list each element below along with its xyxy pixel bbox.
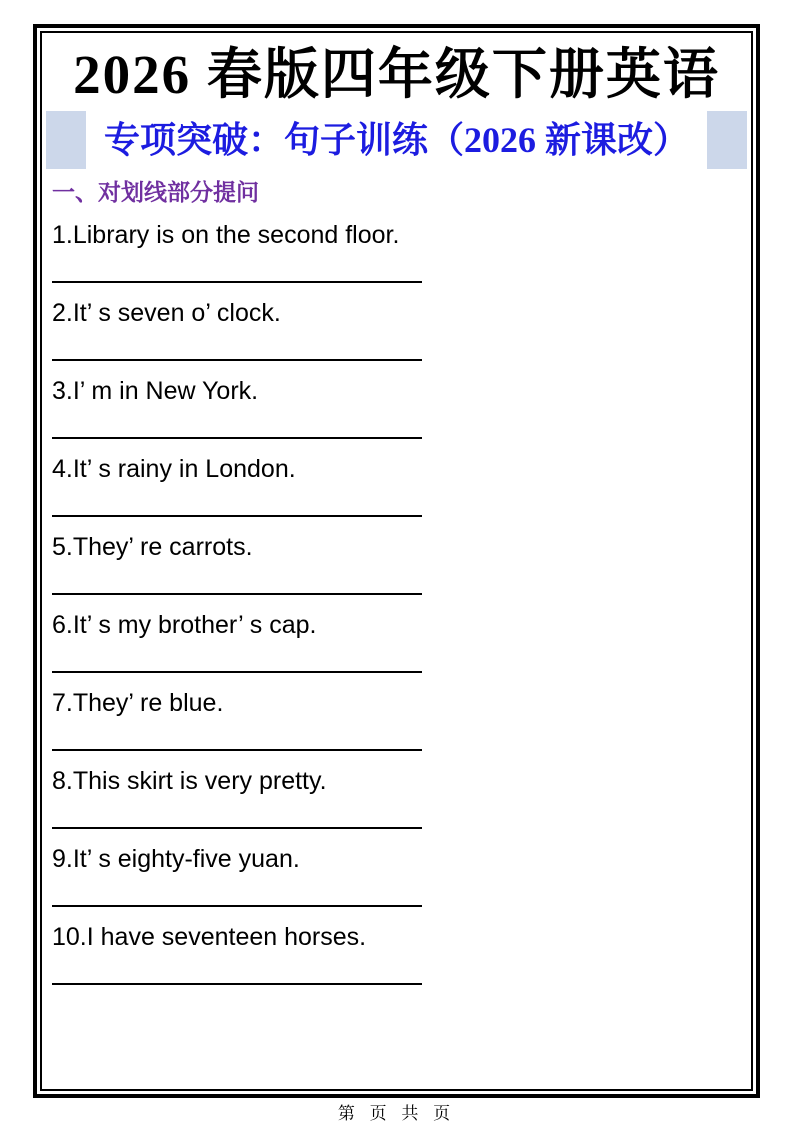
- answer-blank-line: [52, 251, 422, 283]
- question-list: [52, 219, 747, 985]
- sentence-text: 9.It’ s eighty-five yuan.: [52, 845, 300, 873]
- subtitle-segment: 突破: [175, 119, 248, 160]
- page-border-inner: [40, 31, 753, 1091]
- sentence-text: 7.They’ re blue.: [52, 689, 224, 717]
- question-item: [52, 687, 747, 751]
- sentence-text: 3.I’ m in New York.: [52, 377, 259, 405]
- sentence-text: 1.Library is on the second floor.: [52, 221, 400, 249]
- answer-blank-line: [52, 563, 422, 595]
- answer-blank-line: [52, 329, 422, 361]
- subtitle-text: [86, 111, 707, 169]
- question-item: [52, 609, 747, 673]
- question-item: [52, 453, 747, 517]
- question-item: [52, 531, 747, 595]
- answer-blank-line: [52, 953, 422, 985]
- page-number-footer: 第 页 共 页: [337, 1104, 456, 1122]
- sentence-text: 6.It’ s my brother’ s cap.: [52, 611, 317, 639]
- question-item: [52, 921, 747, 985]
- section-heading: 一、对划线部分提问: [52, 179, 259, 205]
- question-item: [52, 375, 747, 439]
- answer-blank-line: [52, 641, 422, 673]
- question-item: [52, 219, 747, 283]
- sentence-text: 10.I have seventeen horses.: [52, 923, 367, 951]
- answer-blank-line: [52, 797, 422, 829]
- question-item: [52, 765, 747, 829]
- subtitle-segment: 训练: [356, 119, 429, 160]
- page-title: 2026 春版四年级下册英语: [73, 44, 720, 105]
- subtitle-segment: （2026 新课改）: [428, 120, 690, 160]
- sentence-text: 2.It’ s seven o’ clock.: [52, 299, 281, 327]
- answer-blank-line: [52, 719, 422, 751]
- answer-blank-line: [52, 407, 422, 439]
- sentence-text: 5.They’ re carrots.: [52, 533, 253, 561]
- page-border-outer: [33, 24, 760, 1098]
- subtitle-segment: 专项: [103, 120, 176, 160]
- sentence-text: 4.It’ s rainy in London.: [52, 455, 296, 483]
- question-item: [52, 843, 747, 907]
- question-item: [52, 297, 747, 361]
- subtitle-banner: [46, 111, 747, 169]
- sentence-text: 8.This skirt is very pretty.: [52, 767, 327, 795]
- subtitle-highlight-box-left: [46, 111, 86, 169]
- subtitle-segment: ：句子: [247, 120, 356, 160]
- subtitle-highlight-box-right: [707, 111, 747, 169]
- answer-blank-line: [52, 875, 422, 907]
- answer-blank-line: [52, 485, 422, 517]
